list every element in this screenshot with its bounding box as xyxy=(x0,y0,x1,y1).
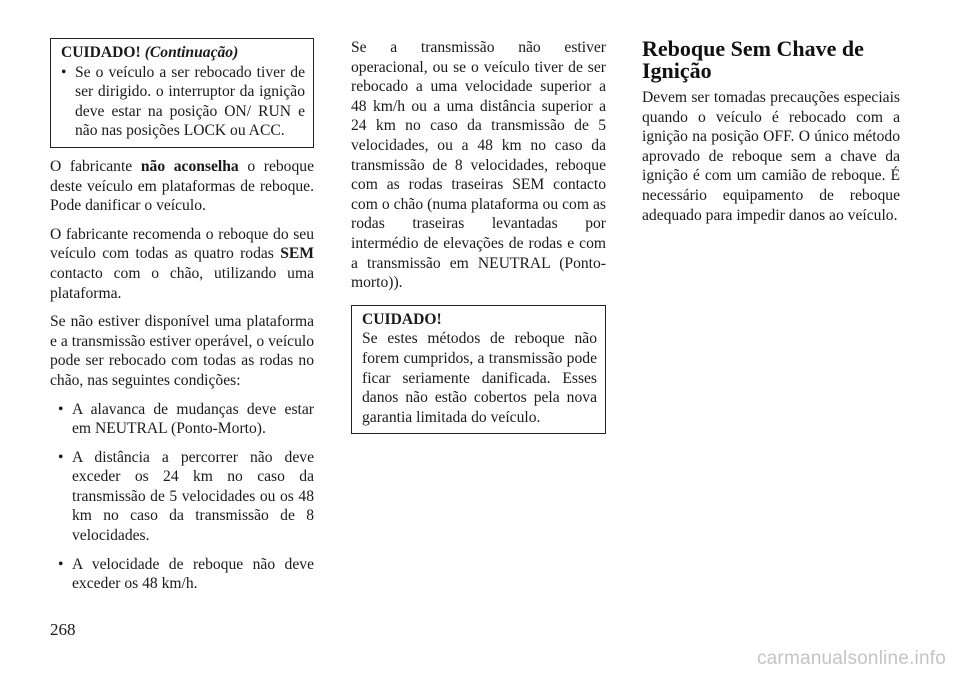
bold-text: não aconselha xyxy=(140,157,239,175)
conditions-list xyxy=(50,400,314,594)
caution-header xyxy=(61,43,305,63)
condition-item: • A velocidade de reboque não deve exceder os 48 km/h. xyxy=(50,555,314,594)
text-run: O fabricante recomenda o reboque do seu veículo com todas as quatro rodas xyxy=(50,225,314,263)
text-run: contacto com o chão, utilizando uma plataforma. xyxy=(50,264,314,302)
caution-continuation: (Continuação) xyxy=(144,44,239,61)
page-number: 268 xyxy=(50,620,76,639)
watermark: carmanualsonline.info xyxy=(756,648,946,669)
text-run: O fabricante xyxy=(50,157,141,175)
paragraph-inoperative-transmission: Se a transmissão não estiver operacional, ou se o veículo tiver de ser rebocado a uma velocidade superior a 48 km/h ou a uma distância superior a 24 km no caso da transmissão de 5 velocidades, ou a 48 km no caso da transmissão de 8 velocidades, reboque com as rodas traseiras SEM contacto com o chão (numa plataforma ou com as rodas traseiras levantadas por intermédio de elevações de rodas e com a transmissão em NEUTRAL (Ponto-morto)). xyxy=(351,39,606,292)
caution-bullet: • Se o veículo a ser rebocado tiver de ser dirigido. o interruptor da ignição deve estar na posição ON/ RUN e não nas posições LOCK ou ACC. xyxy=(61,63,305,141)
condition-item: • A alavanca de mudanças deve estar em NEUTRAL (Ponto-Morto). xyxy=(50,400,314,439)
section-heading: Reboque Sem Chave de Ignição xyxy=(642,36,864,83)
caution-title: CUIDADO! xyxy=(362,310,442,328)
bold-text: SEM xyxy=(280,245,314,263)
paragraph-not-recommended xyxy=(50,157,314,216)
caution-box xyxy=(351,305,606,435)
caution-bullet-list xyxy=(61,63,305,141)
caution-title: CUIDADO! xyxy=(61,44,141,61)
left-column xyxy=(50,38,314,603)
paragraph-conditions: Se não estiver disponível uma plataforma e a transmissão estiver operável, o veículo pode ser rebocado com todas as rodas no chão, nas seguintes condições: xyxy=(50,313,314,389)
middle-column xyxy=(351,38,606,434)
condition-item: • A distância a percorrer não deve exceder os 24 km no caso da transmissão de 5 velocidades ou os 48 km no caso da transmissão de 8 velocidades. xyxy=(50,448,314,546)
caution-text: Se estes métodos de reboque não forem cumpridos, a transmissão pode ficar seriamente danificada. Esses danos não estão cobertos pela nova garantia limitada do veículo. xyxy=(362,330,597,426)
paragraph-keyless-towing: Devem ser tomadas precauções especiais quando o veículo é rebocado com a ignição na posição OFF. O único método aprovado de reboque sem a chave da ignição é com um camião de reboque. É necessário equipamento de reboque adequado para impedir danos ao veículo. xyxy=(642,89,900,224)
caution-box-continued xyxy=(50,38,314,148)
paragraph-recommendation xyxy=(50,225,314,303)
right-column xyxy=(642,38,900,234)
text-run: o reboque deste veículo em plataformas de reboque. Pode danificar o veículo. xyxy=(50,157,314,215)
